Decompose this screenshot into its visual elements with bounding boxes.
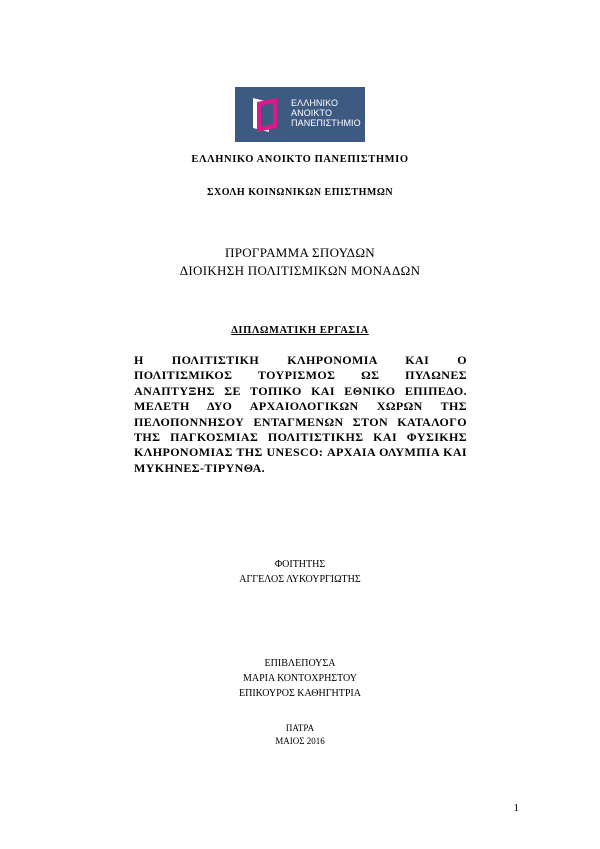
student-block <box>0 557 600 587</box>
place-date-block <box>0 722 600 748</box>
title-line: ΠΕΛΟΠΟΝΝΗΣΟΥ ΕΝΤΑΓΜΕΝΩΝ ΣΤΟΝ ΚΑΤΑΛΟΓΟ <box>134 414 467 429</box>
university-logo <box>235 87 365 142</box>
school-name: ΣΧΟΛΗ ΚΟΙΝΩΝΙΚΩΝ ΕΠΙΣΤΗΜΩΝ <box>206 187 394 198</box>
university-name: ΕΛΛΗΝΙΚΟ ΑΝΟΙΚΤΟ ΠΑΝΕΠΙΣΤΗΜΙΟ <box>191 154 409 165</box>
logo-text-line: ΕΛΛΗΝΙΚΟ <box>291 98 339 108</box>
supervisor-block <box>0 656 600 701</box>
title-line: Η ΠΟΛΙΤΙΣΤΙΚΗ ΚΛΗΡΟΝΟΜΙΑ ΚΑΙ Ο <box>134 353 467 367</box>
student-name: ΑΓΓΕΛΟΣ ΛΥΚΟΥΡΓΙΩΤΗΣ <box>239 574 361 585</box>
logo-text-line: ΑΝΟΙΚΤΟ <box>291 108 333 118</box>
date: ΜΑΙΟΣ 2016 <box>275 736 325 746</box>
supervisor-title: ΕΠΙΚΟΥΡΟΣ ΚΑΘΗΓΗΤΡΙΑ <box>239 688 361 699</box>
program-name: ΔΙΟΙΚΗΣΗ ΠΟΛΙΤΙΣΜΙΚΩΝ ΜΟΝΑΔΩΝ <box>179 263 421 278</box>
logo-text-line: ΠΑΝΕΠΙΣΤΗΜΙΟ <box>291 118 361 128</box>
program-line: ΠΡΟΓΡΑΜΜΑ ΣΠΟΥΔΩΝ <box>225 245 375 260</box>
title-line: ΚΛΗΡΟΝΟΜΙΑΣ ΤΗΣ UNESCO: ΑΡΧΑΙΑ ΟΛΥΜΠΙΑ ΚΑΙ <box>134 445 467 460</box>
title-line: ΠΟΛΙΤΙΣΜΙΚΟΣ ΤΟΥΡΙΣΜΟΣ ΩΣ ΠΥΛΩΝΕΣ <box>134 368 467 383</box>
thesis-label: ΔΙΠΛΩΜΑΤΙΚΗ ΕΡΓΑΣΙΑ <box>231 325 369 336</box>
logo-text <box>291 98 361 128</box>
title-line: ΑΝΑΠΤΥΞΗΣ ΣΕ ΤΟΠΙΚΟ ΚΑΙ ΕΘΝΙΚΟ ΕΠΙΠΕΔΟ. <box>134 383 467 398</box>
page-number: 1 <box>513 802 519 814</box>
title-line: ΜΥΚΗΝΕΣ-ΤΙΡΥΝΘΑ. <box>134 460 266 475</box>
logo-book-icon <box>247 96 283 134</box>
thesis-title <box>134 353 467 476</box>
student-role: ΦΟΙΤΗΤΗΣ <box>274 559 326 570</box>
supervisor-role: ΕΠΙΒΛΕΠΟΥΣΑ <box>264 658 336 669</box>
supervisor-name: ΜΑΡΙΑ ΚΟΝΤΟΧΡΗΣΤΟΥ <box>243 673 357 684</box>
city: ΠΑΤΡΑ <box>285 723 315 733</box>
program-block <box>0 244 600 280</box>
title-line: ΤΗΣ ΠΑΓΚΟΣΜΙΑΣ ΠΟΛΙΤΙΣΤΙΚΗΣ ΚΑΙ ΦΥΣΙΚΗΣ <box>134 430 467 445</box>
title-line: ΜΕΛΕΤΗ ΔΥΟ ΑΡΧΑΙΟΛΟΓΙΚΩΝ ΧΩΡΩΝ ΤΗΣ <box>134 399 467 414</box>
